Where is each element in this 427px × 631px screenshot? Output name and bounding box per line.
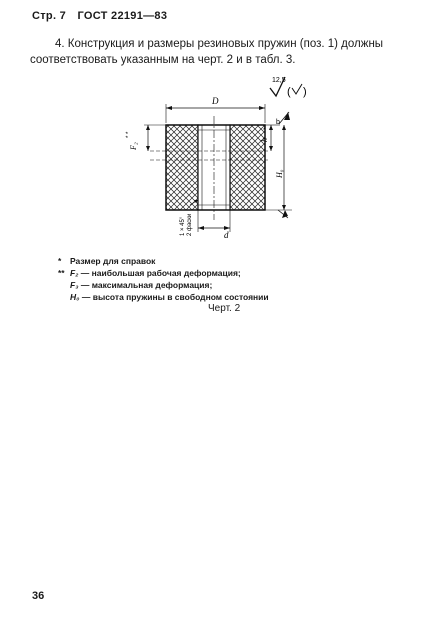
marker-bottom-flag <box>278 210 288 218</box>
dimension-D-label: D <box>212 96 219 106</box>
note-row <box>58 279 269 291</box>
chamfer-note-sub: 2 фаски <box>187 213 193 236</box>
paragraph-line-1: 4. Конструкция и размеры резиновых пружин (поз. 1) должны <box>55 38 384 50</box>
note-row <box>58 255 269 267</box>
marker-top-flag <box>276 112 290 126</box>
svg-text:b: b <box>276 119 280 126</box>
dimension-h-mark: * <box>263 128 266 134</box>
dimension-F-marks: * * <box>126 131 132 138</box>
notes-block <box>58 255 269 303</box>
spring-left-section <box>166 125 198 210</box>
note-symbol: H₀ <box>70 292 80 302</box>
dimension-F-label: F₂ <box>129 142 138 150</box>
chamfer-note: 1 × 45° <box>180 216 186 236</box>
page-number: 36 <box>32 590 45 602</box>
gost-number: ГОСТ 22191—83 <box>77 10 168 22</box>
spring-right-section <box>230 125 265 210</box>
note-row <box>58 267 269 279</box>
note-marker: * <box>58 256 62 266</box>
note-text: Размер для справок <box>70 256 156 266</box>
dimension-H0-label: H₀ <box>275 169 284 178</box>
note-text: — наибольшая рабочая деформация; <box>78 268 241 278</box>
note-text: — максимальная деформация; <box>78 280 213 290</box>
figure-caption: Черт. 2 <box>208 303 241 314</box>
svg-text:(: ( <box>287 86 291 98</box>
svg-text:): ) <box>303 86 307 98</box>
note-row <box>58 291 269 303</box>
paragraph-line-2: соответствовать указанным на черт. 2 и в табл. 3. <box>30 54 296 66</box>
note-symbol: F₂ <box>70 268 79 278</box>
dimension-h-label: h <box>260 138 269 142</box>
note-symbol: F₃ <box>70 280 79 290</box>
roughness-value: 12,5 <box>272 77 286 84</box>
page-label: Стр. 7 <box>32 10 67 22</box>
note-marker: ** <box>58 268 65 278</box>
note-text: — высота пружины в свободном состоянии <box>79 292 269 302</box>
dimension-d-label: d <box>224 230 229 240</box>
